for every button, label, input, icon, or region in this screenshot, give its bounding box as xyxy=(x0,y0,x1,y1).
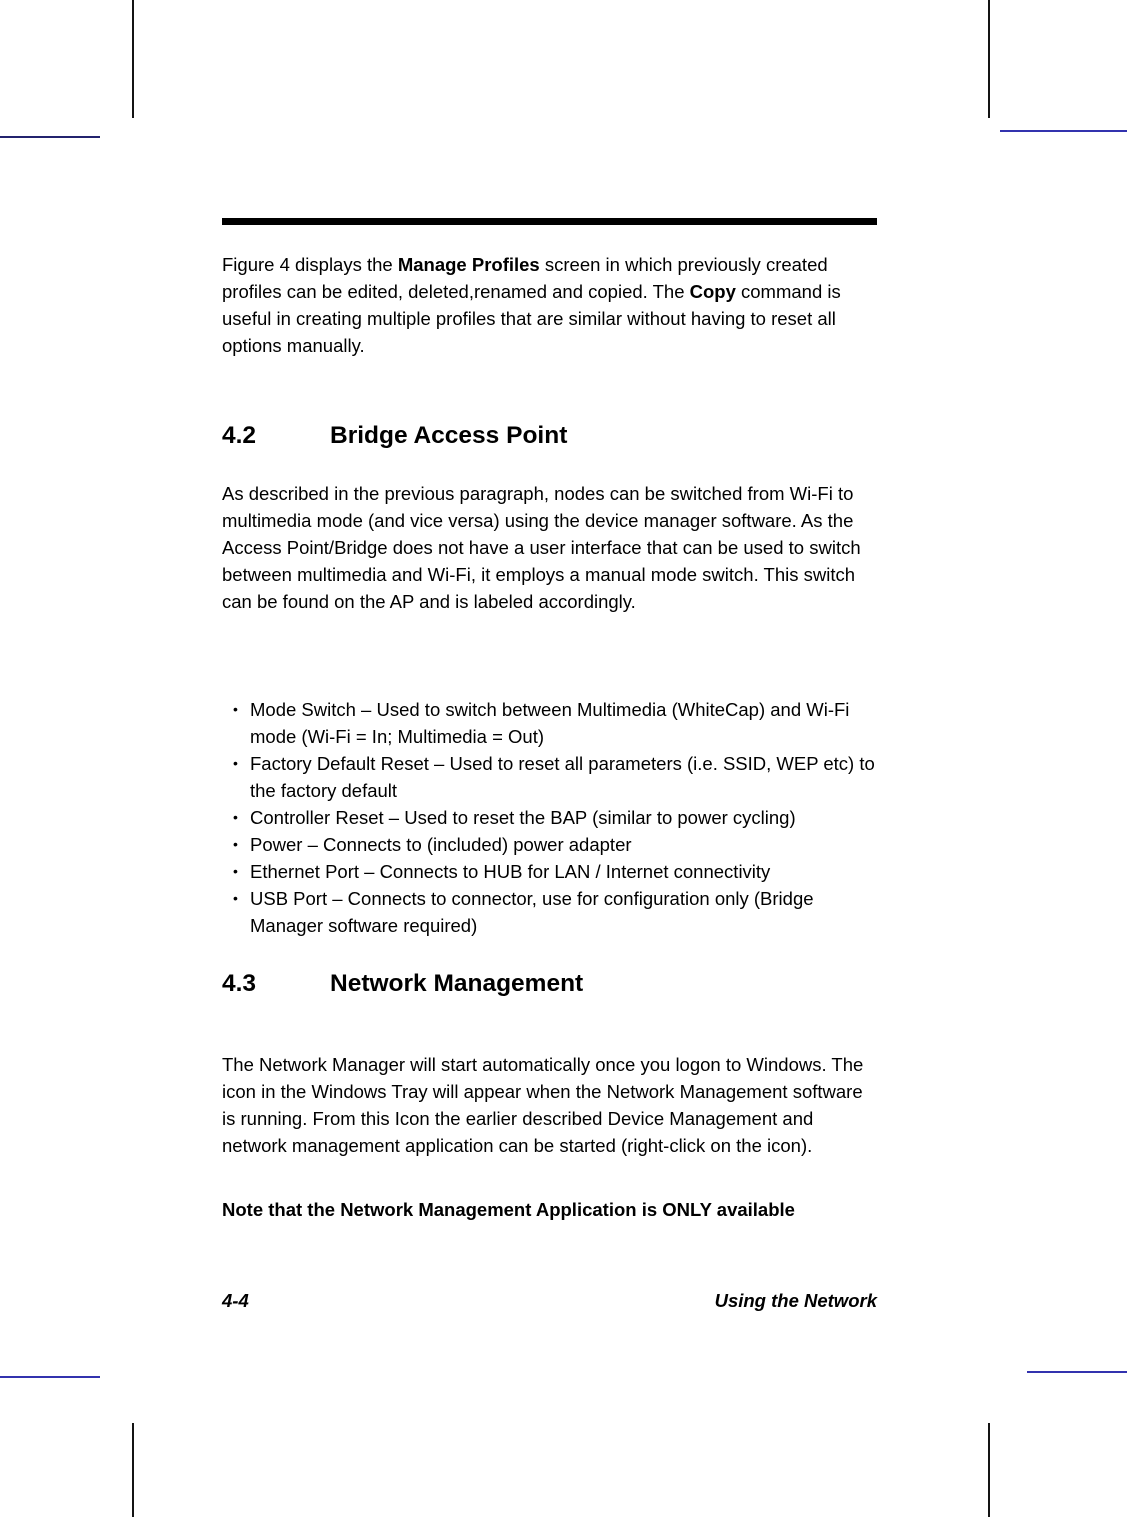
list-item-text: Controller Reset – Used to reset the BAP (similar to power cycling) xyxy=(250,807,796,828)
crop-mark-top-left-horizontal xyxy=(0,136,100,138)
note-paragraph: Note that the Network Management Application is ONLY available xyxy=(222,1199,795,1220)
section-number: 4.2 xyxy=(222,422,257,449)
bullet-icon: • xyxy=(233,701,238,717)
page-footer xyxy=(222,1287,877,1314)
list-item-text: Power – Connects to (included) power adapter xyxy=(250,834,632,855)
crop-mark-top-right-vertical xyxy=(988,0,990,118)
crop-mark-bottom-left-horizontal xyxy=(0,1376,100,1378)
section-4-2-paragraph: As described in the previous paragraph, nodes can be switched from Wi-Fi to multimedia mode (and vice versa) using the device manager software. As the Access Point/Bridge does not have a user interface that can be used to switch between multimedia and Wi-Fi, it employs a manual mode switch. This switch can be found on the AP and is labeled accordingly. xyxy=(222,483,861,612)
footer-section-title: Using the Network xyxy=(714,1290,877,1311)
list-item xyxy=(222,858,877,885)
section-number: 4.3 xyxy=(222,970,257,997)
section-title: Network Management xyxy=(330,970,584,997)
manage-profiles-bold-text: Manage Profiles xyxy=(397,254,540,275)
intro-text-segment: screen in which previously created profiles can be edited, deleted,renamed and copied. The xyxy=(222,254,828,302)
list-item-text: Factory Default Reset – Used to reset all parameters (i.e. SSID, WEP etc) to the factory default xyxy=(250,753,875,801)
bullet-icon: • xyxy=(233,836,238,852)
section-divider-rule xyxy=(222,218,877,225)
section-4-3-paragraph: The Network Manager will start automatically once you logon to Windows. The icon in the Windows Tray will appear when the Network Management software is running. From this Icon the earlier described Device Management and network management application can be started (right-click on the icon). xyxy=(222,1054,864,1156)
intro-paragraph xyxy=(222,251,877,359)
crop-mark-bottom-right-vertical xyxy=(988,1423,990,1517)
list-item-text: USB Port – Connects to connector, use for configuration only (Bridge Manager software required) xyxy=(250,888,814,936)
list-item xyxy=(222,831,877,858)
list-item xyxy=(222,804,877,831)
intro-text-segment: command is useful in creating multiple profiles that are similar without having to reset all options manually. xyxy=(222,281,841,356)
intro-text-segment: Figure 4 displays the xyxy=(222,254,398,275)
list-item-text: Mode Switch – Used to switch between Multimedia (WhiteCap) and Wi-Fi mode (Wi-Fi = In; Multimedia = Out) xyxy=(250,699,850,747)
list-item xyxy=(222,750,877,804)
bap-feature-list xyxy=(222,696,877,939)
crop-mark-top-left-vertical xyxy=(132,0,134,118)
bullet-icon: • xyxy=(233,755,238,771)
section-title: Bridge Access Point xyxy=(330,422,568,449)
crop-mark-bottom-left-vertical xyxy=(132,1423,134,1517)
copy-bold-text: Copy xyxy=(689,281,736,302)
bullet-icon: • xyxy=(233,890,238,906)
section-4-3-heading xyxy=(222,969,877,999)
list-item xyxy=(222,885,877,939)
section-4-2-heading xyxy=(222,421,877,451)
list-item xyxy=(222,696,877,750)
crop-mark-top-right-horizontal xyxy=(1000,130,1127,132)
crop-mark-bottom-right-horizontal xyxy=(1027,1371,1127,1373)
bullet-icon: • xyxy=(233,863,238,879)
list-item-text: Ethernet Port – Connects to HUB for LAN / Internet connectivity xyxy=(250,861,771,882)
page-number: 4-4 xyxy=(222,1290,249,1311)
bullet-icon: • xyxy=(233,809,238,825)
